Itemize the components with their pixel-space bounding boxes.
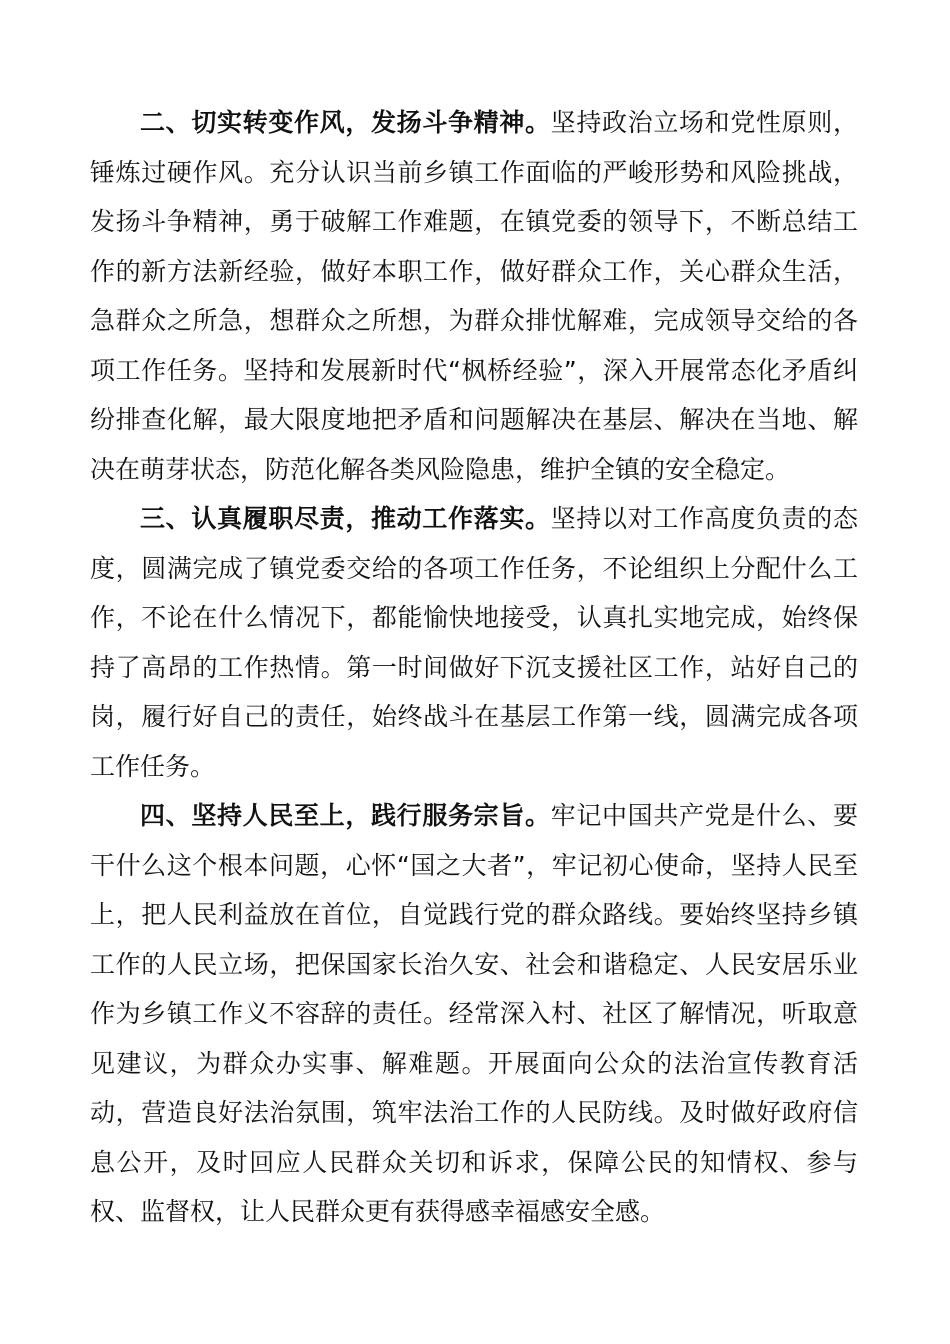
paragraph-heading: 四、坚持人民至上，践行服务宗旨。 [140, 801, 551, 830]
paragraph-heading: 二、切实转变作风，发扬斗争精神。 [140, 108, 551, 137]
paragraph-3 [90, 494, 858, 791]
document-body [90, 98, 858, 1237]
paragraph-text: 坚持政治立场和党性原则，锤炼过硬作风。充分认识当前乡镇工作面临的严峻形势和风险挑战，发扬斗争精神，勇于破解工作难题，在镇党委的领导下，不断总结工作的新方法新经验，做好本职工作，做好群众工作，关心群众生活，急群众之所急，想群众之所想，为群众排忧解难，完成领导交给的各项工作任务。坚持和发展新时代“枫桥经验”，深入开展常态化矛盾纠纷排查化解，最大限度地把矛盾和问题解决在基层、解决在当地、解决在萌芽状态，防范化解各类风险隐患，维护全镇的安全稳定。 [90, 108, 858, 484]
paragraph-2 [90, 98, 858, 494]
paragraph-text: 坚持以对工作高度负责的态度，圆满完成了镇党委交给的各项工作任务，不论组织上分配什么工作，不论在什么情况下，都能愉快地接受，认真扎实地完成，始终保持了高昂的工作热情。第一时间做好下沉支援社区工作，站好自己的岗，履行好自己的责任，始终战斗在基层工作第一线，圆满完成各项工作任务。 [90, 504, 858, 781]
paragraph-4 [90, 791, 858, 1237]
paragraph-heading: 三、认真履职尽责，推动工作落实。 [140, 504, 551, 533]
paragraph-text: 牢记中国共产党是什么、要干什么这个根本问题，心怀“国之大者”，牢记初心使命，坚持人民至上，把人民利益放在首位，自觉践行党的群众路线。要始终坚持乡镇工作的人民立场，把保国家长治久安、社会和谐稳定、人民安居乐业作为乡镇工作义不容辞的责任。经常深入村、社区了解情况，听取意见建议，为群众办实事、解难题。开展面向公众的法治宣传教育活动，营造良好法治氛围，筑牢法治工作的人民防线。及时做好政府信息公开，及时回应人民群众关切和诉求，保障公民的知情权、参与权、监督权，让人民群众更有获得感幸福感安全感。 [90, 801, 858, 1226]
